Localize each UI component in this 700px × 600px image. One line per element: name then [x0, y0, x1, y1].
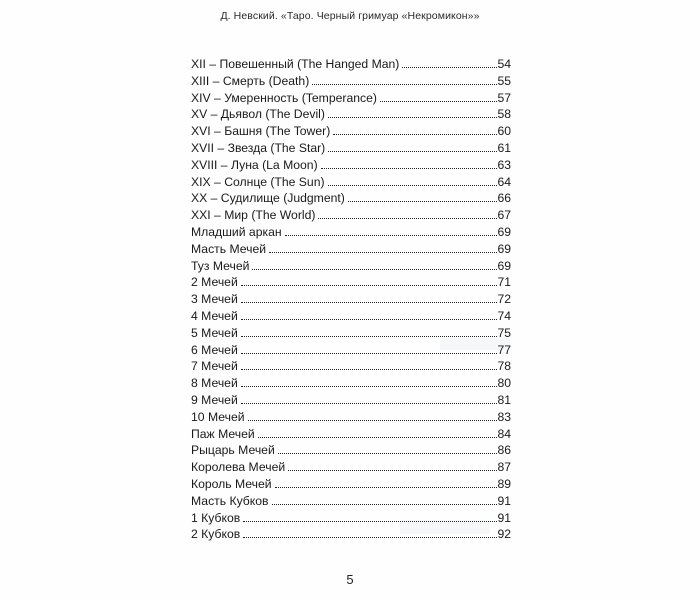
toc-entry — [191, 526, 511, 543]
toc-entry-page-number: 91 — [497, 510, 511, 525]
toc-entry-page-number: 75 — [497, 325, 511, 340]
toc-entry-title: Рыцарь Мечей — [191, 443, 275, 458]
toc-entry-page-number: 92 — [497, 527, 511, 542]
toc-entry-title: XVIII – Луна (La Moon) — [191, 157, 318, 172]
toc-entry — [191, 342, 511, 359]
toc-entry-title: 10 Мечей — [191, 409, 245, 424]
dot-leader — [241, 319, 498, 320]
dot-leader — [328, 185, 498, 186]
toc-entry-page-number: 64 — [497, 174, 511, 189]
running-header: Д. Невский. «Таро. Черный гримуар «Некромикон»» — [220, 10, 480, 22]
toc-entry-page-number: 71 — [497, 275, 511, 290]
toc-entry — [191, 308, 511, 325]
toc-entry — [191, 375, 511, 392]
toc-entry-title: XIX – Солнце (The Sun) — [191, 174, 325, 189]
toc-entry — [191, 190, 511, 207]
toc-entry-title: 2 Кубков — [191, 527, 241, 542]
toc-entry — [191, 56, 511, 73]
toc-entry-title: 3 Мечей — [191, 292, 238, 307]
toc-entry — [191, 325, 511, 342]
toc-entry-page-number: 55 — [497, 73, 511, 88]
toc-entry-page-number: 69 — [497, 258, 511, 273]
toc-entry-title: XVI – Башня (The Tower) — [191, 124, 331, 139]
toc-entry-title: 9 Мечей — [191, 392, 238, 407]
dot-leader — [269, 252, 497, 253]
toc-entry-page-number: 69 — [497, 224, 511, 239]
toc-entry — [191, 510, 511, 527]
dot-leader — [380, 101, 498, 102]
toc-entry-title: XIV – Умеренность (Temperance) — [191, 90, 377, 105]
toc-entry-title: 6 Мечей — [191, 342, 238, 357]
toc-entry — [191, 358, 511, 375]
toc-entry — [191, 426, 511, 443]
toc-entry — [191, 73, 511, 90]
dot-leader — [241, 353, 498, 354]
toc-entry-title: XX – Судилище (Judgment) — [191, 191, 345, 206]
toc-entry — [191, 90, 511, 107]
dot-leader — [241, 386, 498, 387]
dot-leader — [243, 521, 497, 522]
toc-entry-title: XII – Повешенный (The Hanged Man) — [191, 57, 400, 71]
toc-entry-page-number: 60 — [497, 124, 511, 139]
toc-entry — [191, 157, 511, 174]
dot-leader — [402, 67, 497, 68]
toc-entry-page-number: 57 — [497, 90, 511, 105]
dot-leader — [248, 420, 498, 421]
toc-entry-title: XVII – Звезда (The Star) — [191, 140, 326, 155]
toc-entry-title: 8 Мечей — [191, 376, 238, 391]
dot-leader — [258, 437, 498, 438]
toc-entry — [191, 291, 511, 308]
dot-leader — [312, 84, 497, 85]
toc-entry — [191, 241, 511, 258]
toc-entry-title: XXI – Мир (The World) — [191, 208, 316, 223]
toc-entry — [191, 493, 511, 510]
dot-leader — [328, 117, 497, 118]
toc-entry-title: Масть Мечей — [191, 241, 267, 256]
toc-entry-title: XV – Дьявол (The Devil) — [191, 107, 325, 122]
toc-entry-page-number: 89 — [497, 476, 511, 491]
dot-leader — [318, 218, 497, 219]
dot-leader — [241, 369, 498, 370]
toc-entry-page-number: 74 — [497, 308, 511, 323]
page-number: 5 — [346, 572, 354, 587]
dot-leader — [321, 168, 498, 169]
toc-entry — [191, 409, 511, 426]
toc-entry-page-number: 83 — [497, 409, 511, 424]
dot-leader — [348, 201, 498, 202]
toc-entry-title: Младший аркан — [191, 224, 282, 239]
toc-entry — [191, 123, 511, 140]
toc-entry-title: Масть Кубков — [191, 493, 269, 508]
dot-leader — [328, 151, 497, 152]
dot-leader — [252, 269, 497, 270]
dot-leader — [243, 537, 497, 538]
dot-leader — [278, 453, 498, 454]
dot-leader — [241, 403, 498, 404]
toc-entry — [191, 274, 511, 291]
dot-leader — [241, 336, 498, 337]
toc-entry-title: 1 Кубков — [191, 510, 241, 525]
toc-entry — [191, 392, 511, 409]
toc-entry-page-number: 58 — [497, 107, 511, 122]
toc-entry-page-number: 86 — [497, 443, 511, 458]
toc-entry — [191, 459, 511, 476]
toc-entry — [191, 207, 511, 224]
toc-entry-title: 5 Мечей — [191, 325, 238, 340]
toc-entry-title: Королева Мечей — [191, 460, 286, 475]
toc-entry-page-number: 61 — [497, 140, 511, 155]
toc-entry-title: Паж Мечей — [191, 426, 255, 441]
toc-entry-page-number: 78 — [497, 359, 511, 374]
toc-entry — [191, 106, 511, 123]
toc-entry — [191, 224, 511, 241]
toc-entry-page-number: 84 — [497, 426, 511, 441]
toc-entry-title: Король Мечей — [191, 476, 272, 491]
toc-entry-page-number: 69 — [497, 241, 511, 256]
toc-entry — [191, 174, 511, 191]
toc-entry-title: XIII – Смерть (Death) — [191, 73, 310, 88]
toc-entry-page-number: 54 — [497, 57, 511, 71]
table-of-contents — [191, 56, 511, 543]
toc-entry-page-number: 81 — [497, 392, 511, 407]
dot-leader — [275, 487, 498, 488]
toc-entry-title: 7 Мечей — [191, 359, 238, 374]
toc-entry-page-number: 91 — [497, 493, 511, 508]
toc-entry-title: Туз Мечей — [191, 258, 250, 273]
toc-entry — [191, 476, 511, 493]
toc-entry-page-number: 80 — [497, 376, 511, 391]
toc-entry — [191, 140, 511, 157]
toc-entry-title: 4 Мечей — [191, 308, 238, 323]
dot-leader — [241, 302, 498, 303]
toc-entry — [191, 442, 511, 459]
toc-entry-page-number: 66 — [497, 191, 511, 206]
dot-leader — [288, 470, 497, 471]
dot-leader — [285, 235, 498, 236]
dot-leader — [241, 285, 498, 286]
toc-entry — [191, 258, 511, 275]
toc-entry-page-number: 63 — [497, 157, 511, 172]
toc-entry-page-number: 77 — [497, 342, 511, 357]
toc-entry-page-number: 72 — [497, 292, 511, 307]
toc-entry-page-number: 87 — [497, 460, 511, 475]
dot-leader — [333, 134, 497, 135]
dot-leader — [272, 504, 498, 505]
toc-entry-page-number: 67 — [497, 208, 511, 223]
toc-entry-title: 2 Мечей — [191, 275, 238, 290]
